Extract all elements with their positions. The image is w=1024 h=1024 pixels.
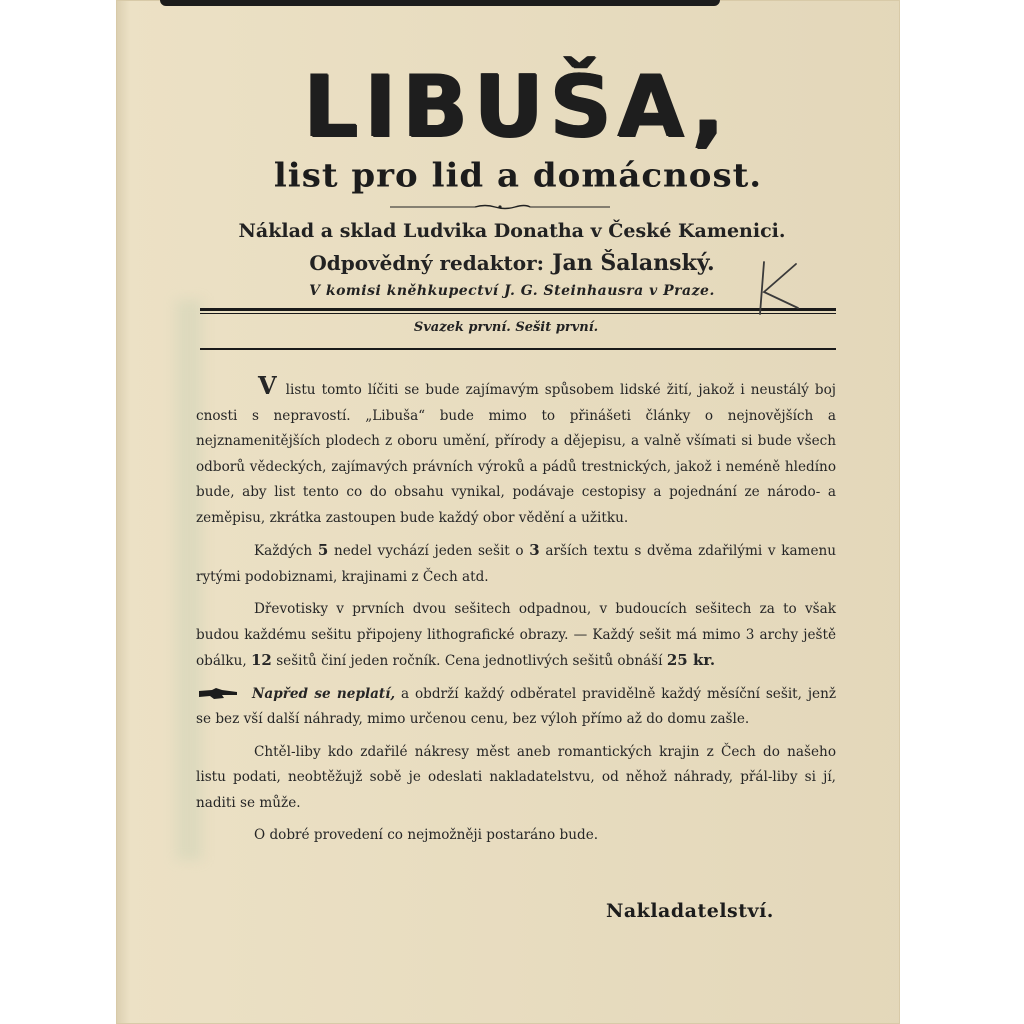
pointing-hand-icon [198,688,238,700]
p2-text-b: nedel vychází jeden sešit o [333,543,524,559]
p4-text: a obdrží každý odběratel pravidělně každý měsíční sešit, jenž se bez vší další náhrady, mimo určenou cenu, bez výloh přímo až do domu zašle. [196,685,836,727]
p2-number-weeks: 5 [317,541,329,559]
binding-strip [160,0,720,6]
ornament-divider-icon [390,204,610,210]
editor-name: Jan Šalanský. [552,250,715,276]
dropcap: V [258,371,277,400]
paragraph-1-text: listu tomto líčiti se bude zajímavým spůsobem lidské žití, jakož i neustálý boj cnosti s nepravostí. „Libuša“ bude mimo to přinášeti články o nejnovějších a nejznamenitějších plodech z oboru umění, přírody a dějepisu, a valně všímati si bude všech odborů vědeckých, zajímavých právních výroků a pádů trestnických, jakož i neméně hledíno bude, aby list tento co do obsahu vynikal, podávaje cestopisy a pojednání ze národo- a zeměpisu, zkrátka zastoupen bude každý obor vědění a užitku. [196,382,836,526]
volume-line: Svazek první. Sešit první. [413,320,599,335]
p3-text-b: sešitů činí jeden ročník. Cena jednotlivých sešitů obnáší [276,653,663,669]
handwritten-k-mark [752,258,802,318]
article-body [196,371,837,856]
p2-number-sheets: 3 [529,541,540,559]
paragraph-4 [196,682,836,733]
p3-price: 25 kr. [666,651,716,669]
editor-line [0,250,1024,276]
publisher-line: Náklad a sklad Ludvika Donatha v České Kamenici. [238,220,786,242]
p3-number-issues: 12 [250,651,272,669]
p3-text-a: Dřevotisky v prvních dvou sešitech odpadnou, v budoucích sešitech za to však budou každému sešitu připojeny lithografické obrazy. — Každý sešit má mimo 3 archy ještě obálku, [196,601,836,669]
commission-line: V komisi kněhkupectví J. G. Steinhausra v Praze. [309,283,715,299]
rule-bottom [200,348,836,350]
p2-text-c: arších textu s dvěma zdařilými v kamenu rytými podobiznami, krajinami z Čech atd. [196,543,837,585]
editor-label: Odpovědný redaktor: [309,251,545,275]
paragraph-6: O dobré provedení co nejmožněji postaráno bude. [254,827,599,843]
masthead-subtitle: list pro lid a domácnost. [273,157,763,195]
paragraph-5: Chtěl-liby kdo zdařilé nákresy měst aneb romantických krajin z Čech do našeho listu podati, neobtěžujž sobě je odeslati nakladatelstvu, od něhož náhrady, přál-liby si jí, naditi se může. [196,743,836,811]
paragraph-2 [196,538,836,590]
p2-text-a: Každých [254,543,313,559]
rule-top-thin [200,313,836,314]
paragraph-3 [196,597,836,675]
masthead-title: LIBUŠA, [303,57,731,157]
rule-top-thick [200,308,836,311]
publisher-signature: Nakladatelství. [606,900,774,922]
paragraph-1 [196,371,836,531]
p4-emphasis: Napřed se neplatí, [252,685,396,702]
